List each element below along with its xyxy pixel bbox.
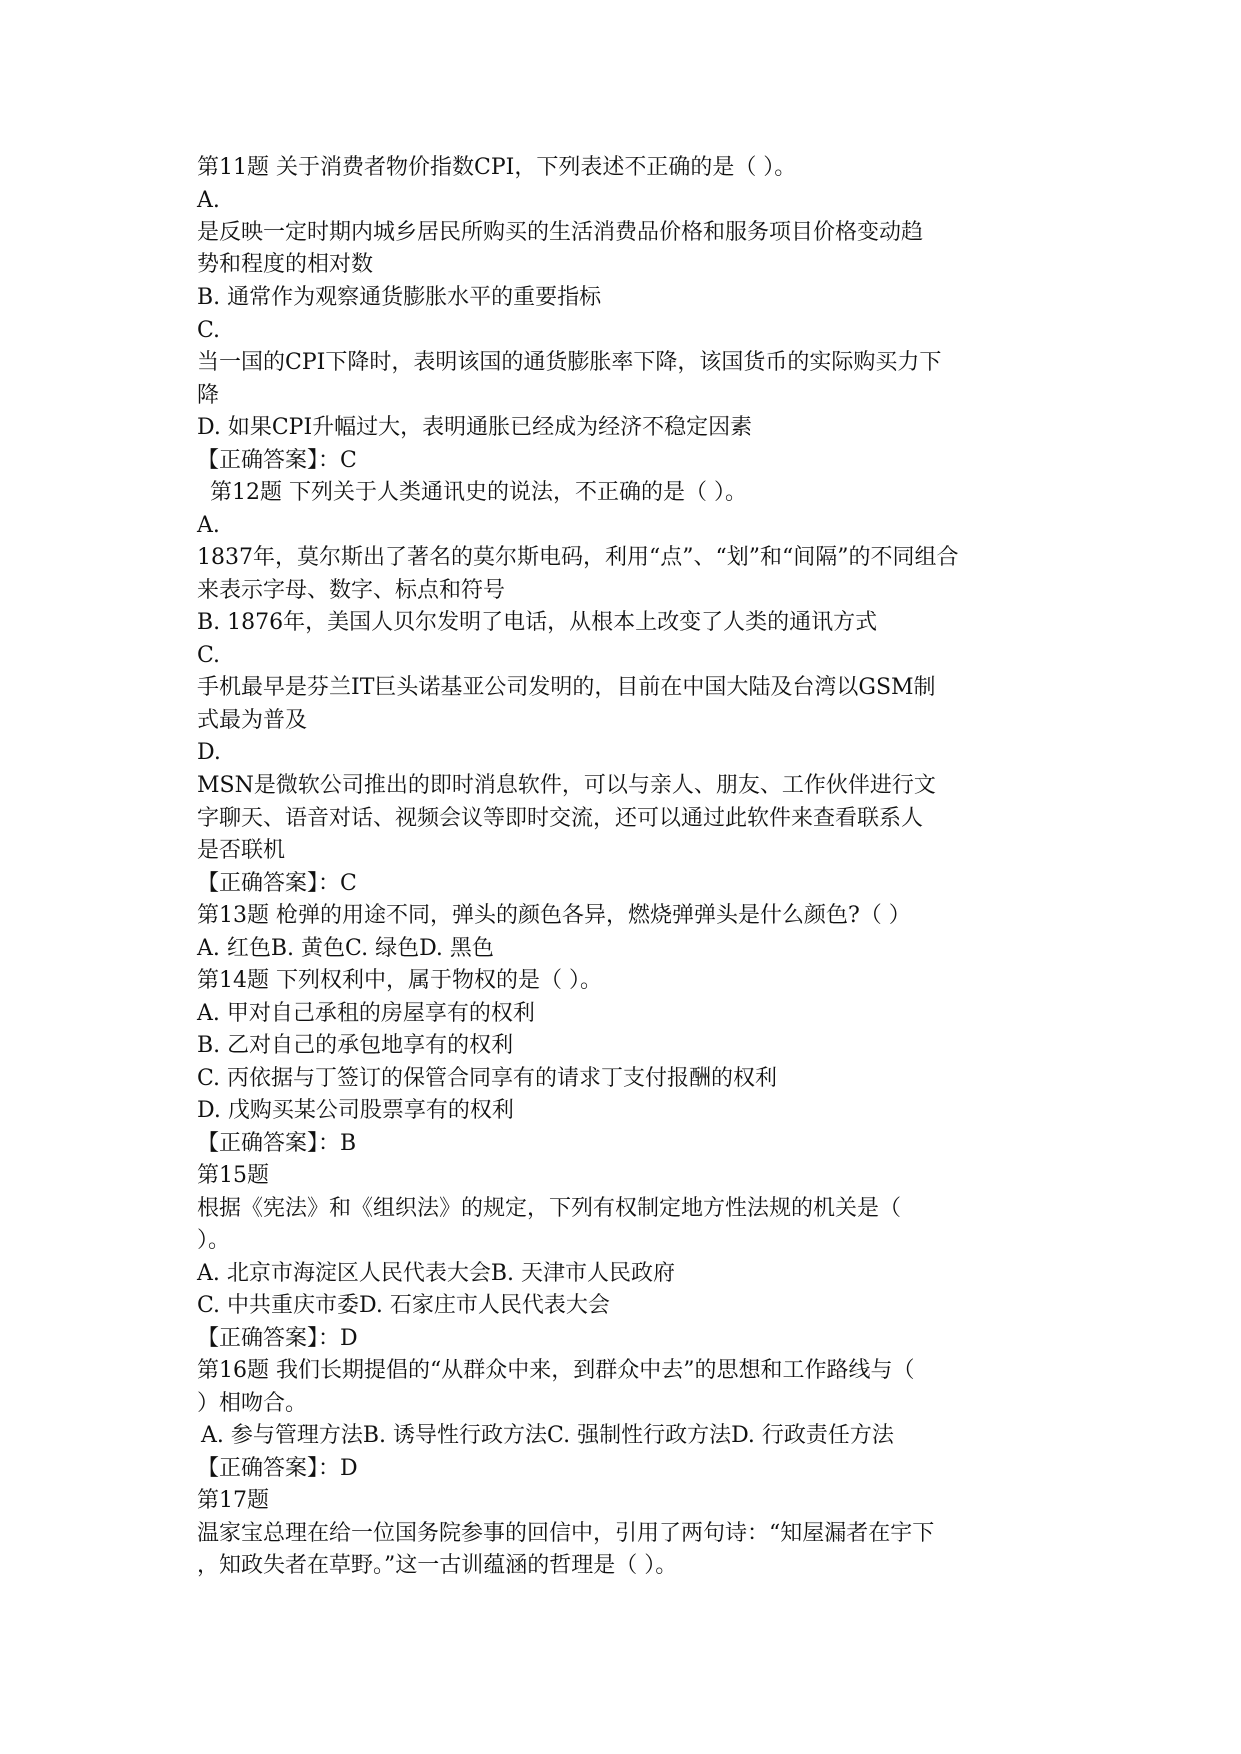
question-15-number: 第15题 [197,1163,269,1188]
question-11-option-c-text: 当一国的CPI下降时，表明该国的通货膨胀率下降，该国货币的实际购买力下 [197,350,942,375]
question-11-option-a-label: A. [197,188,220,213]
question-12-stem: 第12题 下列关于人类通讯史的说法，不正确的是（ ）。 [210,480,747,505]
question-14-stem: 第14题 下列权利中，属于物权的是（ ）。 [197,968,602,993]
question-16-options: A. 参与管理方法B. 诱导性行政方法C. 强制性行政方法D. 行政责任方法 [201,1423,894,1448]
question-15-answer: 【正确答案】：D [197,1326,358,1351]
question-11-option-c-label: C. [197,318,221,343]
question-13-options: A. 红色B. 黄色C. 绿色D. 黑色 [197,936,494,961]
question-17-stem: 温家宝总理在给一位国务院参事的回信中，引用了两句诗：“知屋漏者在宇下 [197,1521,935,1546]
question-15-stem-cont: ）。 [197,1228,231,1253]
question-17-stem-cont: ，知政失者在草野。”这一古训蕴涵的哲理是（ ）。 [197,1553,678,1578]
question-12-answer: 【正确答案】：C [197,871,357,896]
question-16-stem: 第16题 我们长期提倡的“从群众中来，到群众中去”的思想和工作路线与（ [197,1358,915,1383]
question-16-stem-cont: ）相吻合。 [197,1391,308,1416]
question-12-option-d-text-end: 是否联机 [197,838,286,863]
question-15-options-ab: A. 北京市海淀区人民代表大会B. 天津市人民政府 [197,1261,676,1286]
question-12-option-d-text: MSN是微软公司推出的即时消息软件，可以与亲人、朋友、工作伙伴进行文 [197,773,936,798]
question-12-option-d-label: D. [197,740,221,765]
question-14-option-b: B. 乙对自己的承包地享有的权利 [197,1033,514,1058]
question-11-option-a-text: 是反映一定时期内城乡居民所购买的生活消费品价格和服务项目价格变动趋 [197,220,924,245]
question-12-option-a-label: A. [197,513,220,538]
question-12-option-a-text-cont: 来表示字母、数字、标点和符号 [197,578,506,603]
question-12-option-c-label: C. [197,643,221,668]
question-12-option-b: B. 1876年，美国人贝尔发明了电话，从根本上改变了人类的通讯方式 [197,610,878,635]
question-13-stem: 第13题 枪弹的用途不同，弹头的颜色各异，燃烧弹弹头是什么颜色?（ ） [197,903,911,928]
question-12-option-d-text-cont: 字聊天、语音对话、视频会议等即时交流，还可以通过此软件来查看联系人 [197,806,924,831]
question-11-option-b: B. 通常作为观察通货膨胀水平的重要指标 [197,285,602,310]
question-11-option-d: D. 如果CPI升幅过大，表明通胀已经成为经济不稳定因素 [197,415,753,440]
question-16-answer: 【正确答案】：D [197,1456,358,1481]
question-11-answer: 【正确答案】：C [197,448,357,473]
question-17-number: 第17题 [197,1488,269,1513]
question-12-option-c-text-cont: 式最为普及 [197,708,308,733]
question-11-option-a-text-cont: 势和程度的相对数 [197,252,374,277]
question-12-option-a-text: 1837年，莫尔斯出了著名的莫尔斯电码，利用“点”、“划”和“间隔”的不同组合 [197,545,959,570]
question-11-stem: 第11题 关于消费者物价指数CPI，下列表述不正确的是（ ）。 [197,155,797,180]
question-14-option-a: A. 甲对自己承租的房屋享有的权利 [197,1001,535,1026]
question-14-answer: 【正确答案】：B [197,1131,357,1156]
question-15-options-cd: C. 中共重庆市委D. 石家庄市人民代表大会 [197,1293,610,1318]
question-15-stem: 根据《宪法》和《组织法》的规定，下列有权制定地方性法规的机关是（ [197,1196,902,1221]
question-12-option-c-text: 手机最早是芬兰IT巨头诺基亚公司发明的，目前在中国大陆及台湾以GSM制 [197,675,936,700]
question-14-option-c: C. 丙依据与丁签订的保管合同享有的请求丁支付报酬的权利 [197,1066,778,1091]
question-11-option-c-text-cont: 降 [197,383,220,408]
question-14-option-d: D. 戊购买某公司股票享有的权利 [197,1098,514,1123]
